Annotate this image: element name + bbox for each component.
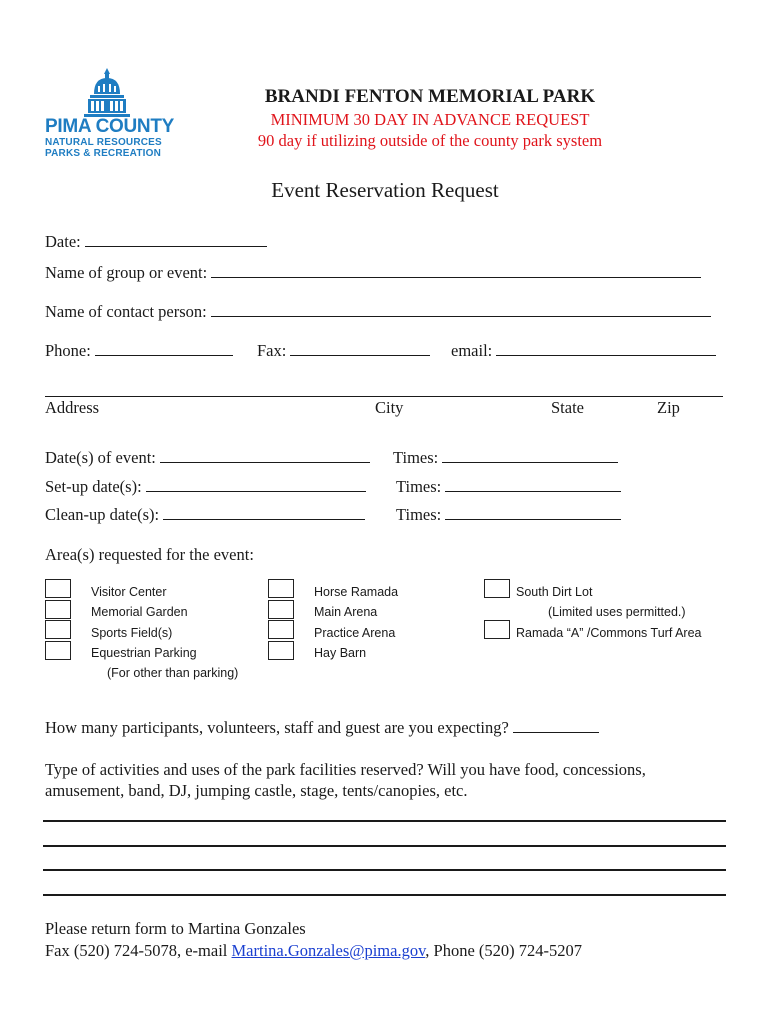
fax-field[interactable] xyxy=(290,341,430,356)
email-label: email: xyxy=(451,341,493,360)
logo-subtitle-1: NATURAL RESOURCES xyxy=(45,137,162,148)
contact-email-link[interactable]: Martina.Gonzales@pima.gov xyxy=(231,941,426,960)
setup-times-row xyxy=(396,477,621,497)
zip-label: Zip xyxy=(657,398,680,417)
cleanup-dates-field[interactable] xyxy=(163,505,365,520)
contact-label: Name of contact person: xyxy=(45,302,207,321)
area-label-horse-ramada: Horse Ramada xyxy=(314,585,399,599)
phone-label: Phone: xyxy=(45,341,91,360)
areas-heading: Area(s) requested for the event: xyxy=(45,545,254,564)
event-times-field[interactable] xyxy=(442,448,618,463)
group-row xyxy=(45,263,701,283)
checkbox-ramada-a-commons[interactable] xyxy=(484,620,510,639)
activities-question-line2: amusement, band, DJ, jumping castle, stage, tents/canopies, etc. xyxy=(45,781,468,800)
event-times-row xyxy=(393,448,618,468)
contact-person-field[interactable] xyxy=(211,302,711,317)
event-dates-field[interactable] xyxy=(160,448,370,463)
area-label-hay-barn: Hay Barn xyxy=(314,646,367,660)
activities-answer-line-4[interactable] xyxy=(43,894,726,896)
outside-system-notice: 90 day if utilizing outside of the county park system xyxy=(257,131,603,150)
fax-label: Fax: xyxy=(257,341,287,360)
group-label: Name of group or event: xyxy=(45,263,208,282)
contact-row xyxy=(45,302,711,322)
logo-subtitle-2: PARKS & RECREATION xyxy=(45,148,162,159)
setup-dates-field[interactable] xyxy=(146,477,366,492)
email-field[interactable] xyxy=(496,341,716,356)
activities-answer-line-2[interactable] xyxy=(43,845,726,847)
activities-answer-line-1[interactable] xyxy=(43,820,726,822)
activities-answer-line-3[interactable] xyxy=(43,869,726,871)
setup-dates-row xyxy=(45,477,366,497)
cleanup-times-row xyxy=(396,505,621,525)
fax-row xyxy=(257,341,430,361)
setup-times-label: Times: xyxy=(396,477,442,496)
area-label-south-dirt-lot: South Dirt Lot xyxy=(516,585,593,599)
cleanup-dates-row xyxy=(45,505,365,525)
checkbox-practice-arena[interactable] xyxy=(268,620,294,639)
area-label-ramada-a-commons: Ramada “A” /Commons Turf Area xyxy=(516,626,702,640)
checkbox-horse-ramada[interactable] xyxy=(268,579,294,598)
checkbox-main-arena[interactable] xyxy=(268,600,294,619)
email-row xyxy=(451,341,716,361)
setup-dates-label: Set-up date(s): xyxy=(45,477,142,496)
address-field[interactable] xyxy=(45,396,723,397)
participants-row xyxy=(45,718,599,738)
park-title: BRANDI FENTON MEMORIAL PARK xyxy=(264,86,596,107)
area-label-visitor-center: Visitor Center xyxy=(91,585,167,599)
advance-notice: MINIMUM 30 DAY IN ADVANCE REQUEST xyxy=(270,110,590,129)
state-label: State xyxy=(551,398,584,417)
activities-question-line1: Type of activities and uses of the park facilities reserved? Will you have food, concessions, xyxy=(45,760,646,779)
area-label-sports-fields: Sports Field(s) xyxy=(91,626,173,640)
event-dates-row xyxy=(45,448,370,468)
date-label: Date: xyxy=(45,232,81,251)
area-label-practice-arena: Practice Arena xyxy=(314,626,396,640)
checkbox-equestrian-parking[interactable] xyxy=(45,641,71,660)
date-row xyxy=(45,232,267,252)
checkbox-visitor-center[interactable] xyxy=(45,579,71,598)
form-heading: Event Reservation Request xyxy=(271,178,499,202)
participants-question: How many participants, volunteers, staff and guest are you expecting? xyxy=(45,718,509,737)
phone-field[interactable] xyxy=(95,341,233,356)
event-dates-label: Date(s) of event: xyxy=(45,448,156,467)
south-dirt-lot-note: (Limited uses permitted.) xyxy=(548,605,686,619)
logo-title: PIMA COUNTY xyxy=(45,116,174,137)
return-contact-line xyxy=(45,941,582,961)
checkbox-south-dirt-lot[interactable] xyxy=(484,579,510,598)
group-name-field[interactable] xyxy=(211,263,701,278)
event-times-label: Times: xyxy=(393,448,439,467)
city-label: City xyxy=(375,398,404,417)
date-field[interactable] xyxy=(85,232,267,247)
participants-field[interactable] xyxy=(513,718,599,733)
phone-row xyxy=(45,341,233,361)
cleanup-times-label: Times: xyxy=(396,505,442,524)
cleanup-dates-label: Clean-up date(s): xyxy=(45,505,160,524)
checkbox-memorial-garden[interactable] xyxy=(45,600,71,619)
cleanup-times-field[interactable] xyxy=(445,505,621,520)
checkbox-hay-barn[interactable] xyxy=(268,641,294,660)
checkbox-sports-fields[interactable] xyxy=(45,620,71,639)
area-label-equestrian-parking: Equestrian Parking xyxy=(91,646,197,660)
equestrian-parking-note: (For other than parking) xyxy=(107,666,239,680)
address-label: Address xyxy=(45,398,100,417)
return-instructions: Please return form to Martina Gonzales xyxy=(45,919,306,938)
phone-number-text: , Phone (520) 724-5207 xyxy=(425,941,582,960)
area-label-main-arena: Main Arena xyxy=(314,605,378,619)
setup-times-field[interactable] xyxy=(445,477,621,492)
fax-number-text: Fax (520) 724-5078, e-mail xyxy=(45,941,232,960)
area-label-memorial-garden: Memorial Garden xyxy=(91,605,188,619)
